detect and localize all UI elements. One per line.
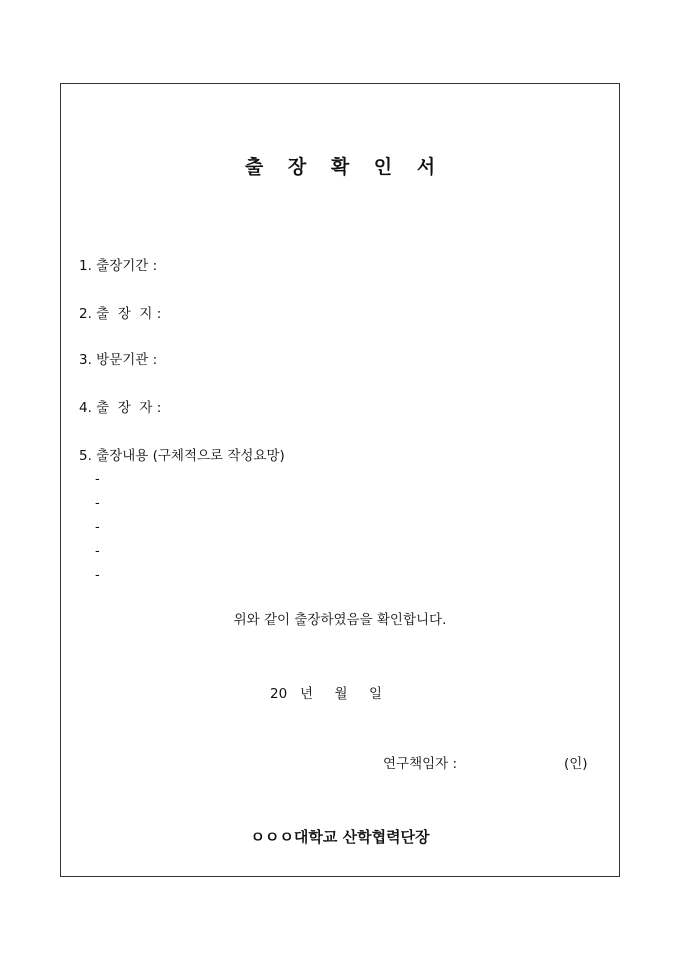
seal-mark: (인): [564, 756, 588, 772]
signature-label: 연구책임자 :: [383, 756, 458, 772]
document-title: 출 장 확 인 서: [244, 156, 445, 178]
document-frame: [60, 83, 620, 877]
date-line: 20 년 월 일: [270, 686, 383, 702]
list-item: -: [95, 472, 100, 487]
list-item: -: [95, 496, 100, 511]
field-traveler: 4. 출 장 자 :: [79, 400, 162, 416]
field-trip-location: 2. 출 장 지 :: [79, 306, 162, 322]
field-visited-organization: 3. 방문기관 :: [79, 352, 158, 368]
list-item: -: [95, 568, 100, 583]
field-trip-period: 1. 출장기간 :: [79, 258, 158, 274]
trip-details-list: [95, 468, 100, 588]
confirmation-statement: 위와 같이 출장하였음을 확인합니다.: [233, 612, 447, 628]
field-trip-details: 5. 출장내용 (구체적으로 작성요망): [79, 448, 285, 464]
list-item: -: [95, 544, 100, 559]
list-item: -: [95, 520, 100, 535]
issuer-name: ㅇㅇㅇ대학교 산학협력단장: [250, 828, 430, 846]
